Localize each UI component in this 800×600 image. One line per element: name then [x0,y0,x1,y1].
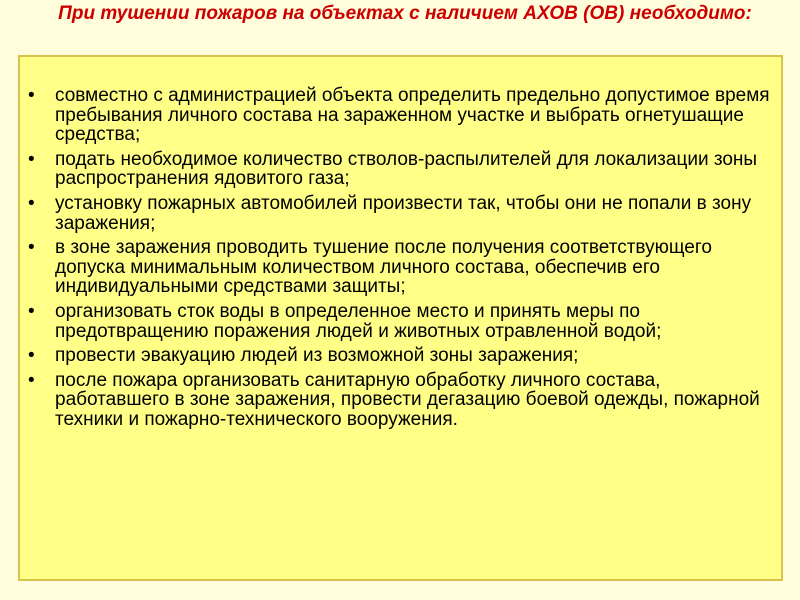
bullet-icon: • [28,148,35,170]
list-item [20,238,785,297]
list-item [20,371,785,430]
bullet-icon: • [28,300,35,322]
content-box [18,55,783,581]
list-item [20,150,785,189]
list-item-text: установку пожарных автомобилей произвести так, чтобы они не попали в зону заражения; [55,192,752,234]
list-item [20,302,785,341]
bullet-icon: • [28,369,35,391]
list-item [20,346,785,366]
bullet-icon: • [28,192,35,214]
list-item-text: провести эвакуацию людей из возможной зоны заражения; [55,345,579,367]
list-item-text: после пожара организовать санитарную обработку личного состава, работавшего в зоне заражения, провести дегазацию боевой одежды, пожарной техники и пожарно-технического вооружения. [55,369,760,430]
page-title: При тушении пожаров на объектах с наличием АХОВ (ОВ) необходимо: [58,3,752,24]
bullet-list [20,86,785,435]
list-item-text: подать необходимое количество стволов-распылителей для локализации зоны распространения ядовитого газа; [55,148,758,190]
bullet-icon: • [28,345,35,367]
list-item-text: в зоне заражения проводить тушение после получения соответствующего допуска минимальным количеством личного состава, обеспечив его индивидуальными средствами защиты; [55,237,712,298]
list-item [20,86,785,145]
list-item-text: совместно с администрацией объекта определить предельно допустимое время пребывания личного состава на зараженном участке и выбрать огнетушащие средства; [55,85,770,146]
bullet-icon: • [28,85,35,106]
list-item-text: организовать сток воды в определенное место и принять меры по предотвращению поражения людей и животных отравленной водой; [55,300,662,342]
list-item [20,194,785,233]
bullet-icon: • [28,237,35,259]
